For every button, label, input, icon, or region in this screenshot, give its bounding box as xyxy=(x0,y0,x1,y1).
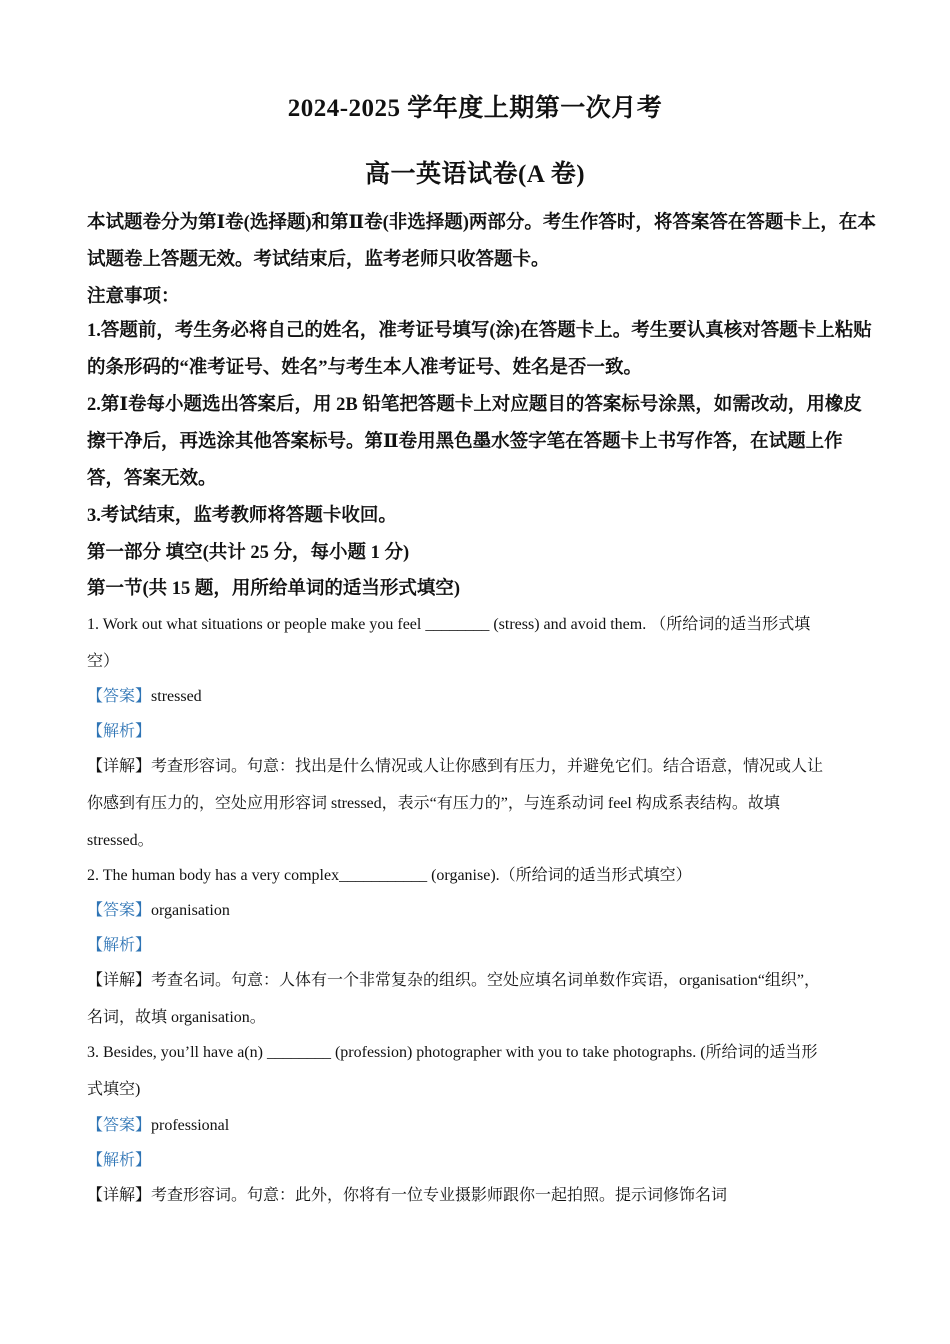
answer-tag: 【答案】 xyxy=(87,1117,152,1134)
detail-tag: 【详解】 xyxy=(87,1187,152,1204)
question-3-detail xyxy=(87,1178,879,1214)
question-1-text: 1. Work out what situations or people make you feel ________ (stress) and avoid them. （所给词的适当形式填 xyxy=(87,616,811,633)
question-3-text-cont: 式填空) xyxy=(87,1081,141,1098)
detail-text: 考查形容词。句意：找出是什么情况或人让你感到有压力，并避免它们。结合语意，情况或人让 xyxy=(151,758,824,775)
question-1-answer xyxy=(87,679,879,715)
detail-tag: 【详解】 xyxy=(87,972,152,989)
question-2-detail-cont: 名词，故填 organisation。 xyxy=(87,1009,266,1026)
notice-item-3: 3.考试结束，监考教师将答题卡收回。 xyxy=(87,506,397,526)
answer-tag: 【答案】 xyxy=(87,688,152,705)
question-1-detail-end: stressed。 xyxy=(87,832,154,849)
detail-tag: 【详解】 xyxy=(87,758,152,775)
question-2-answer xyxy=(87,893,879,929)
notice-heading: 注意事项： xyxy=(87,287,180,307)
detail-text: 考查名词。句意：人体有一个非常复杂的组织。空处应填名词单数作宾语，organisation“组织”， xyxy=(151,972,821,989)
part-heading: 第一部分 填空(共计 25 分，每小题 1 分) xyxy=(87,543,410,563)
answer-tag: 【答案】 xyxy=(87,902,152,919)
notice-item-1: 1.答题前，考生务必将自己的姓名，准考证号填写(涂)在答题卡上。考生要认真核对答题卡上粘贴的条形码的“准考证号、姓名”与考生本人准考证号、姓名是否一致。 xyxy=(87,321,872,378)
question-2-text: 2. The human body has a very complex___________ (organise).（所给词的适当形式填空） xyxy=(87,867,692,884)
exam-title: 2024-2025 学年度上期第一次月考 xyxy=(287,95,663,122)
analysis-tag: 【解析】 xyxy=(87,1152,152,1169)
section-heading: 第一节(共 15 题，用所给单词的适当形式填空) xyxy=(87,579,461,599)
answer-value: professional xyxy=(151,1117,230,1134)
analysis-tag: 【解析】 xyxy=(87,937,152,954)
answer-value: stressed xyxy=(151,688,202,705)
question-2-detail xyxy=(87,963,879,999)
question-1-detail-cont: 你感到有压力的，空处应用形容词 stressed，表示“有压力的”，与连系动词 feel 构成系表结构。故填 xyxy=(87,795,780,812)
detail-text: 考查形容词。句意：此外，你将有一位专业摄影师跟你一起拍照。提示词修饰名词 xyxy=(151,1187,728,1204)
question-3-answer xyxy=(87,1108,879,1144)
question-1-text-cont: 空） xyxy=(87,653,120,670)
question-3-text: 3. Besides, you’ll have a(n) ________ (profession) photographer with you to take photographs. (所给词的适当形 xyxy=(87,1044,818,1061)
exam-subtitle: 高一英语试卷(A 卷) xyxy=(364,161,586,188)
question-1-analysis xyxy=(87,714,879,750)
answer-value: organisation xyxy=(151,902,230,919)
notice-item-2: 2.第Ⅰ卷每小题选出答案后，用 2B 铅笔把答题卡上对应题目的答案标号涂黑，如需改动，用橡皮擦干净后，再选涂其他答案标号。第Ⅱ卷用黑色墨水签字笔在答题卡上书写作答，在试题上作答，答案无效。 xyxy=(87,395,862,489)
intro-paragraph: 本试题卷分为第Ⅰ卷(选择题)和第Ⅱ卷(非选择题)两部分。考生作答时，将答案答在答题卡上，在本试题卷上答题无效。考试结束后，监考老师只收答题卡。 xyxy=(87,213,876,270)
analysis-tag: 【解析】 xyxy=(87,723,152,740)
question-3-analysis xyxy=(87,1143,879,1179)
question-2-analysis xyxy=(87,928,879,964)
question-1-detail xyxy=(87,749,879,785)
